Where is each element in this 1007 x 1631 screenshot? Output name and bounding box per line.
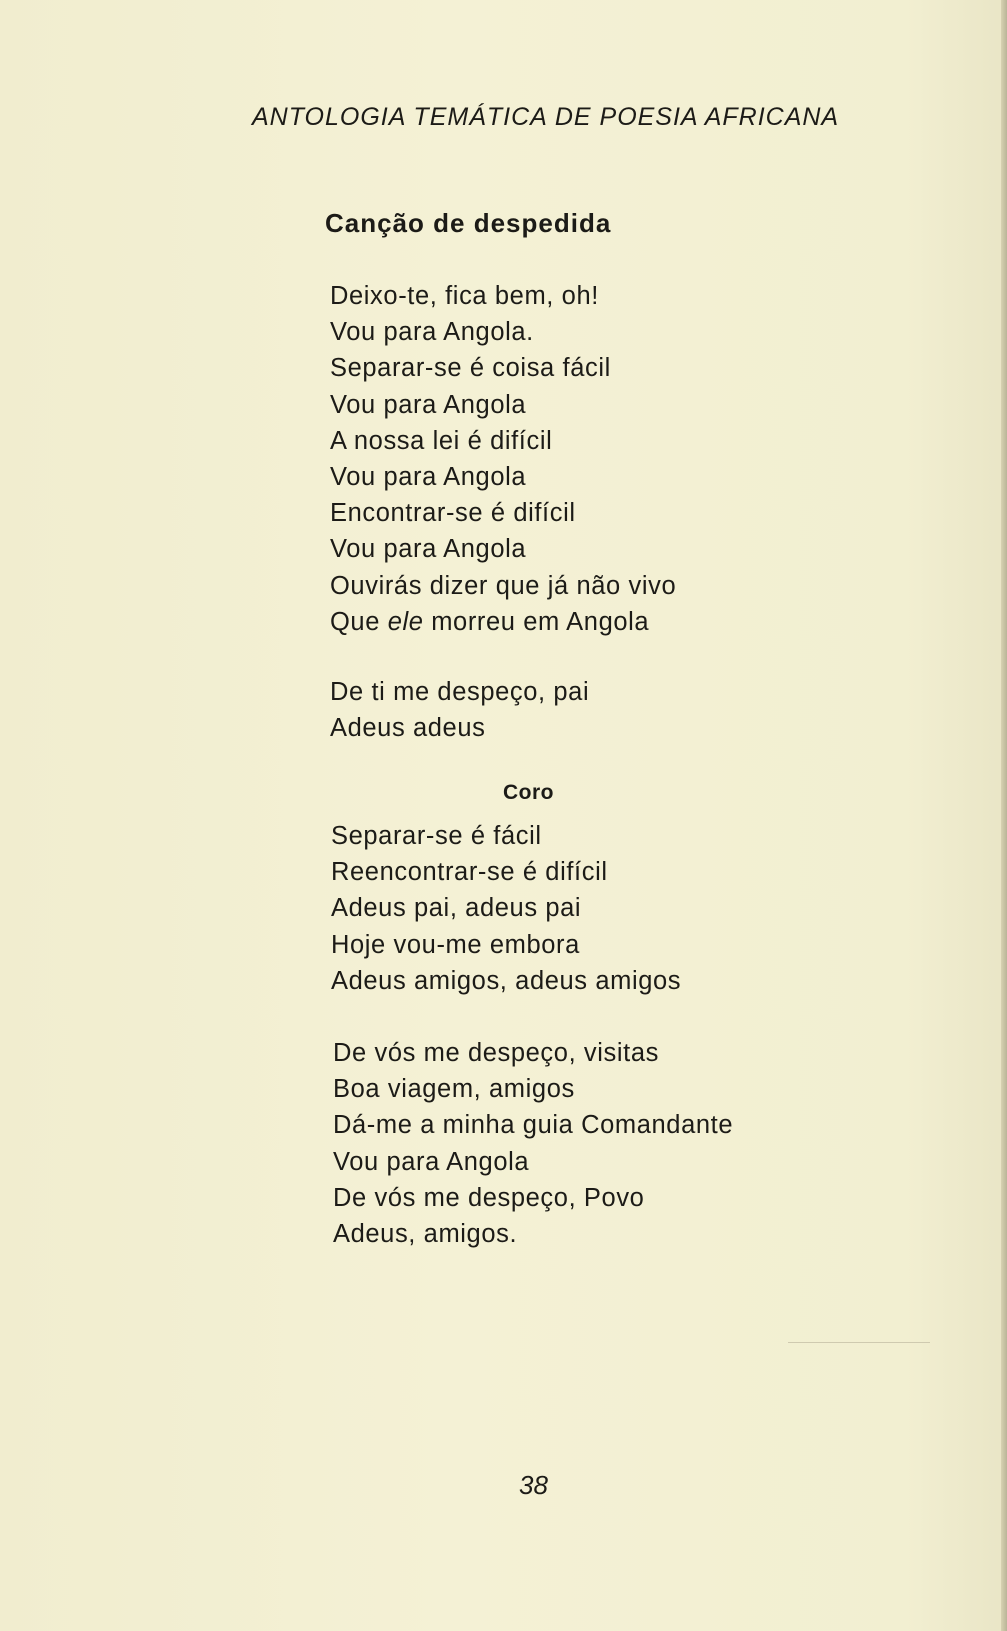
verse-line: De vós me despeço, visitas bbox=[333, 1039, 659, 1067]
verse-line: A nossa lei é difícil bbox=[330, 426, 553, 455]
verse-line: Dá-me a minha guia Comandante bbox=[333, 1111, 734, 1140]
stanza-4 bbox=[333, 1035, 733, 1252]
verse-line: Vou para Angola bbox=[330, 535, 527, 564]
verse-line: Vou para Angola bbox=[330, 463, 527, 492]
verse-line: Reencontrar-se é difícil bbox=[331, 858, 608, 887]
verse-line: Adeus amigos, adeus amigos bbox=[331, 966, 682, 995]
verse-line: De ti me despeço, pai bbox=[330, 678, 590, 706]
stanza-1 bbox=[330, 278, 676, 640]
verse-line: Vou para Angola bbox=[333, 1147, 530, 1176]
poem-title: Canção de despedida bbox=[325, 208, 612, 238]
verse-line: Boa viagem, amigos bbox=[333, 1075, 575, 1104]
verse-line: Ouvirás dizer que já não vivo bbox=[330, 571, 677, 600]
verse-line: Separar-se é coisa fácil bbox=[330, 354, 611, 383]
page-number: 38 bbox=[519, 1470, 548, 1500]
verse-line: Adeus pai, adeus pai bbox=[331, 894, 582, 923]
chorus-heading: Coro bbox=[503, 781, 554, 804]
verse-line: Hoje vou-me embora bbox=[331, 930, 580, 959]
verse-line: De vós me despeço, Povo bbox=[333, 1183, 645, 1212]
stanza-2 bbox=[330, 674, 589, 746]
verse-line: Encontrar-se é difícil bbox=[330, 499, 576, 528]
verse-line: Separar-se é fácil bbox=[331, 822, 542, 850]
faint-rule bbox=[788, 1342, 930, 1343]
verse-line: Vou para Angola bbox=[330, 390, 527, 419]
verse-line: Adeus, amigos. bbox=[333, 1220, 518, 1249]
verse-line: Vou para Angola. bbox=[330, 318, 534, 347]
running-head: ANTOLOGIA TEMÁTICA DE POESIA AFRICANA bbox=[252, 103, 840, 131]
page-edge bbox=[1001, 0, 1007, 1631]
verse-text: morreu em Angola bbox=[423, 607, 650, 636]
verse-line-with-italic bbox=[330, 604, 676, 640]
verse-line: Adeus adeus bbox=[330, 714, 486, 743]
verse-line: Deixo-te, fica bem, oh! bbox=[330, 282, 599, 310]
verse-italic-word: ele bbox=[387, 607, 424, 636]
verse-text: Que bbox=[330, 607, 388, 636]
stanza-3 bbox=[331, 818, 681, 999]
